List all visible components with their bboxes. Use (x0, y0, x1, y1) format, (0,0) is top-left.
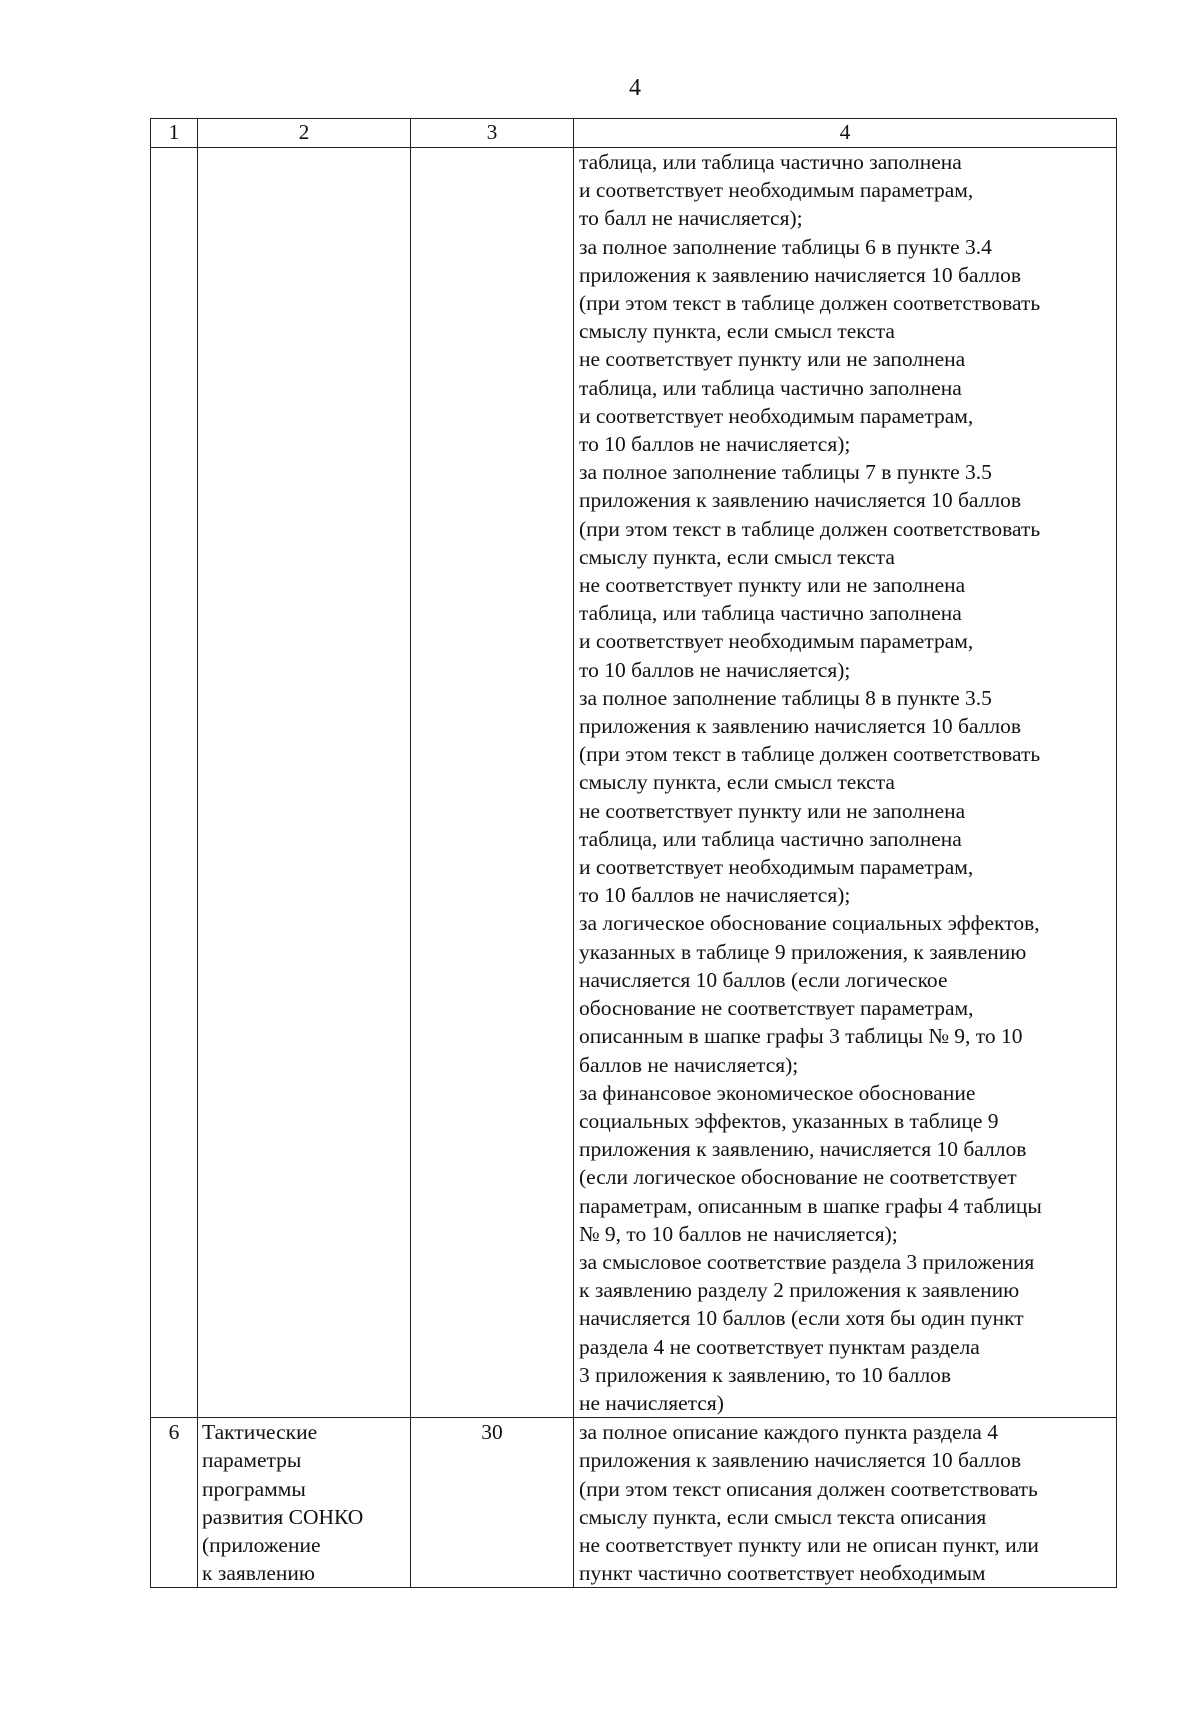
table-header-row (151, 119, 1117, 148)
header-col-1: 1 (151, 119, 198, 148)
text-line: № 9, то 10 баллов не начисляется); (579, 1221, 898, 1246)
cell-number (151, 148, 198, 1418)
text-line: приложения к заявлению начисляется 10 баллов (579, 1448, 1022, 1473)
text-line: то 10 баллов не начисляется); (579, 432, 851, 457)
text-line: программы (202, 1476, 306, 1501)
text-line: за смысловое соответствие раздела 3 приложения (579, 1249, 1035, 1274)
text-line: (при этом текст в таблице должен соответствовать (579, 742, 1041, 767)
text-line: описанным в шапке графы 3 таблицы № 9, то 10 (579, 1024, 1023, 1049)
text-line: пункт частично соответствует необходимым (579, 1561, 986, 1586)
text-line: (при этом текст в таблице должен соответствовать (579, 291, 1041, 316)
text-line: Тактические (202, 1420, 318, 1445)
text-line: то 10 баллов не начисляется); (579, 657, 851, 682)
text-line: не соответствует пункту или не заполнена (579, 573, 966, 598)
text-line: смыслу пункта, если смысл текста описания (579, 1504, 987, 1529)
text-line: за полное заполнение таблицы 8 в пункте 3.5 (579, 685, 992, 710)
text-line: (при этом текст описания должен соответствовать (579, 1476, 1038, 1501)
text-line: смыслу пункта, если смысл текста (579, 544, 895, 569)
text-line: смыслу пункта, если смысл текста (579, 770, 895, 795)
text-line: и соответствует необходимым параметрам, (579, 855, 974, 880)
cell-number: 6 (151, 1418, 198, 1588)
text-line: обоснование не соответствует параметрам, (579, 996, 974, 1021)
text-line: (при этом текст в таблице должен соответствовать (579, 516, 1041, 541)
text-line: социальных эффектов, указанных в таблице 9 (579, 1108, 999, 1133)
text-line: таблица, или таблица частично заполнена (579, 601, 962, 626)
text-line: параметры (202, 1448, 302, 1473)
text-line: баллов не начисляется); (579, 1052, 799, 1077)
header-col-3: 3 (411, 119, 574, 148)
cell-scoring-rules (574, 148, 1117, 1418)
scoring-rules-text (579, 1418, 1112, 1587)
text-line: (приложение (202, 1532, 321, 1557)
text-line: и соответствует необходимым параметрам, (579, 629, 974, 654)
header-col-4: 4 (574, 119, 1117, 148)
text-line: и соответствует необходимым параметрам, (579, 403, 974, 428)
table-row-6 (151, 1418, 1117, 1588)
scoring-rules-text (579, 148, 1112, 1417)
text-line: таблица, или таблица частично заполнена (579, 826, 962, 851)
text-line: приложения к заявлению, начисляется 10 баллов (579, 1137, 1027, 1162)
text-line: и соответствует необходимым параметрам, (579, 178, 974, 203)
text-line: за полное заполнение таблицы 6 в пункте 3.4 (579, 234, 992, 259)
text-line: не соответствует пункту или не описан пункт, или (579, 1532, 1039, 1557)
text-line: смыслу пункта, если смысл текста (579, 319, 895, 344)
text-line: за логическое обоснование социальных эффектов, (579, 911, 1040, 936)
text-line: не соответствует пункту или не заполнена (579, 798, 966, 823)
text-line: то балл не начисляется); (579, 206, 803, 231)
text-line: за финансовое экономическое обоснование (579, 1080, 976, 1105)
text-line: то 10 баллов не начисляется); (579, 883, 851, 908)
text-line: за полное описание каждого пункта раздела 4 (579, 1420, 998, 1445)
text-line: не соответствует пункту или не заполнена (579, 347, 966, 372)
page-number: 4 (629, 75, 641, 101)
text-line: приложения к заявлению начисляется 10 баллов (579, 488, 1022, 513)
criterion-text (202, 1418, 406, 1587)
cell-scoring-rules (574, 1418, 1117, 1588)
cell-max-score (411, 148, 574, 1418)
text-line: (если логическое обоснование не соответствует (579, 1165, 1017, 1190)
cell-criterion (198, 1418, 411, 1588)
text-line: таблица, или таблица частично заполнена (579, 150, 962, 174)
criteria-table (150, 118, 1117, 1588)
text-line: развития СОНКО (202, 1504, 364, 1529)
cell-criterion (198, 148, 411, 1418)
table-row-continuation (151, 148, 1117, 1418)
text-line: не начисляется) (579, 1390, 724, 1415)
text-line: начисляется 10 баллов (если хотя бы один пункт (579, 1306, 1024, 1331)
text-line: за полное заполнение таблицы 7 в пункте 3.5 (579, 460, 992, 485)
text-line: 3 приложения к заявлению, то 10 баллов (579, 1362, 952, 1387)
text-line: таблица, или таблица частично заполнена (579, 375, 962, 400)
text-line: начисляется 10 баллов (если логическое (579, 967, 948, 992)
text-line: приложения к заявлению начисляется 10 баллов (579, 714, 1022, 739)
text-line: параметрам, описанным в шапке графы 4 таблицы (579, 1193, 1042, 1218)
text-line: к заявлению (202, 1561, 315, 1586)
cell-max-score: 30 (411, 1418, 574, 1588)
header-col-2: 2 (198, 119, 411, 148)
text-line: раздела 4 не соответствует пунктам раздела (579, 1334, 980, 1359)
text-line: указанных в таблице 9 приложения, к заявлению (579, 939, 1027, 964)
text-line: к заявлению разделу 2 приложения к заявлению (579, 1278, 1020, 1303)
text-line: приложения к заявлению начисляется 10 баллов (579, 262, 1022, 287)
